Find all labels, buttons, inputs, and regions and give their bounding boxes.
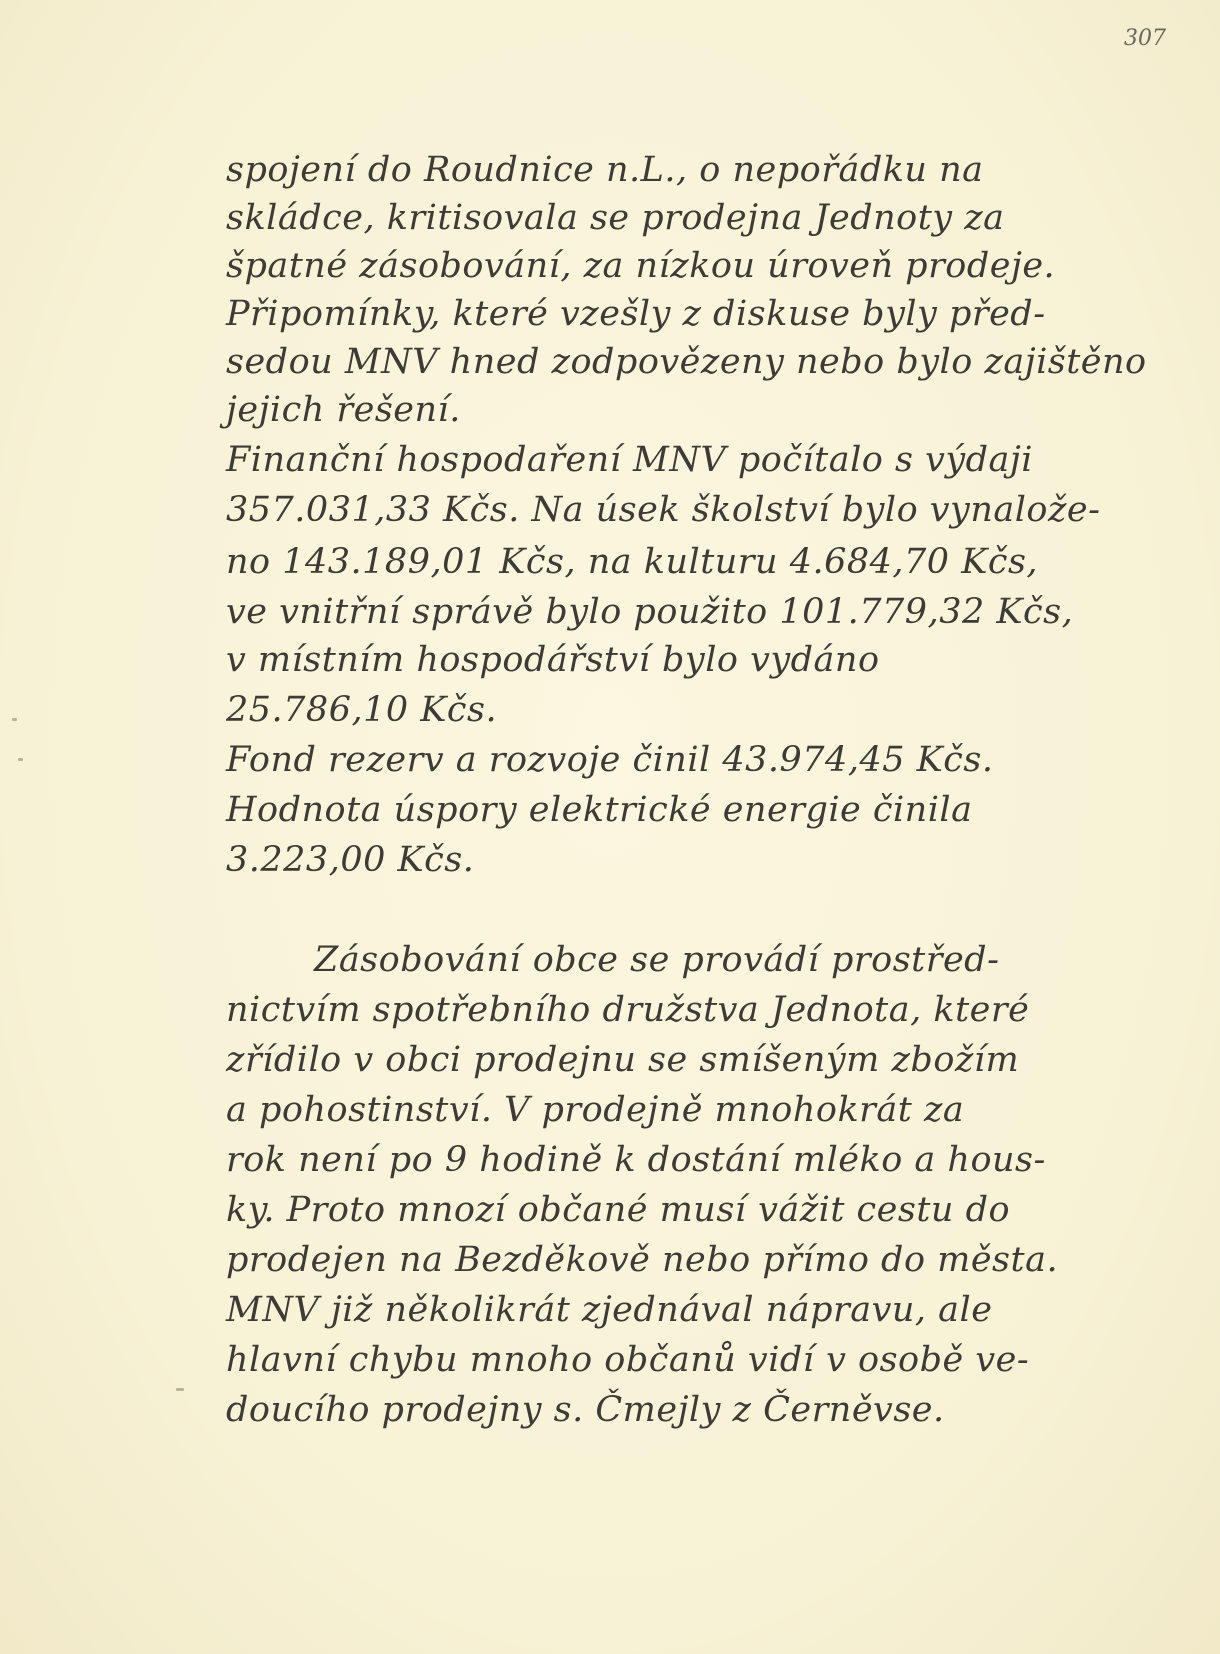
margin-mark — [12, 718, 17, 721]
text-line: ve vnitřní správě bylo použito 101.779,32 Kčs, — [226, 592, 1074, 632]
text-line: 357.031,33 Kčs. Na úsek školství bylo vynalože- — [226, 490, 1101, 530]
text-line: spojení do Roudnice n.L., o nepořádku na — [226, 150, 984, 190]
text-line: sedou MNV hned zodpovězeny nebo bylo zajištěno — [226, 342, 1147, 382]
text-line: a pohostinství. V prodejně mnohokrát za — [226, 1090, 965, 1130]
text-line: rok není po 9 hodině k dostání mléko a hous- — [226, 1140, 1046, 1180]
text-line: 3.223,00 Kčs. — [226, 840, 475, 880]
text-line: Zásobování obce se provádí prostřed- — [314, 940, 1000, 980]
text-line: Připomínky, které vzešly z diskuse byly před- — [226, 294, 1046, 334]
margin-mark — [176, 1388, 184, 1391]
text-line: hlavní chybu mnoho občanů vidí v osobě ve- — [226, 1340, 1030, 1380]
text-line: no 143.189,01 Kčs, na kulturu 4.684,70 Kčs, — [226, 542, 1039, 582]
text-line: 25.786,10 Kčs. — [226, 690, 498, 730]
text-line: v místním hospodářství bylo vydáno — [226, 640, 880, 680]
text-line: MNV již několikrát zjednával nápravu, ale — [226, 1290, 993, 1330]
page-number: 307 — [1124, 26, 1166, 51]
text-line: Hodnota úspory elektrické energie činila — [226, 790, 973, 830]
text-line: ky. Proto mnozí občané musí vážit cestu do — [226, 1190, 1011, 1230]
text-line: nictvím spotřebního družstva Jednota, které — [226, 990, 1030, 1030]
text-line: jejich řešení. — [226, 390, 461, 430]
text-line: doucího prodejny s. Čmejly z Černěvse. — [226, 1390, 945, 1430]
text-line: prodejen na Bezděkově nebo přímo do města. — [226, 1240, 1059, 1280]
text-line: Finanční hospodaření MNV počítalo s výdaji — [226, 440, 1033, 480]
text-line: špatné zásobování, za nízkou úroveň prodeje. — [226, 246, 1056, 286]
text-line: skládce, kritisovala se prodejna Jednoty za — [226, 198, 1005, 238]
margin-mark — [18, 758, 23, 761]
text-line: zřídilo v obci prodejnu se smíšeným zbožím — [226, 1040, 1020, 1080]
text-line: Fond rezerv a rozvoje činil 43.974,45 Kčs. — [226, 740, 994, 780]
